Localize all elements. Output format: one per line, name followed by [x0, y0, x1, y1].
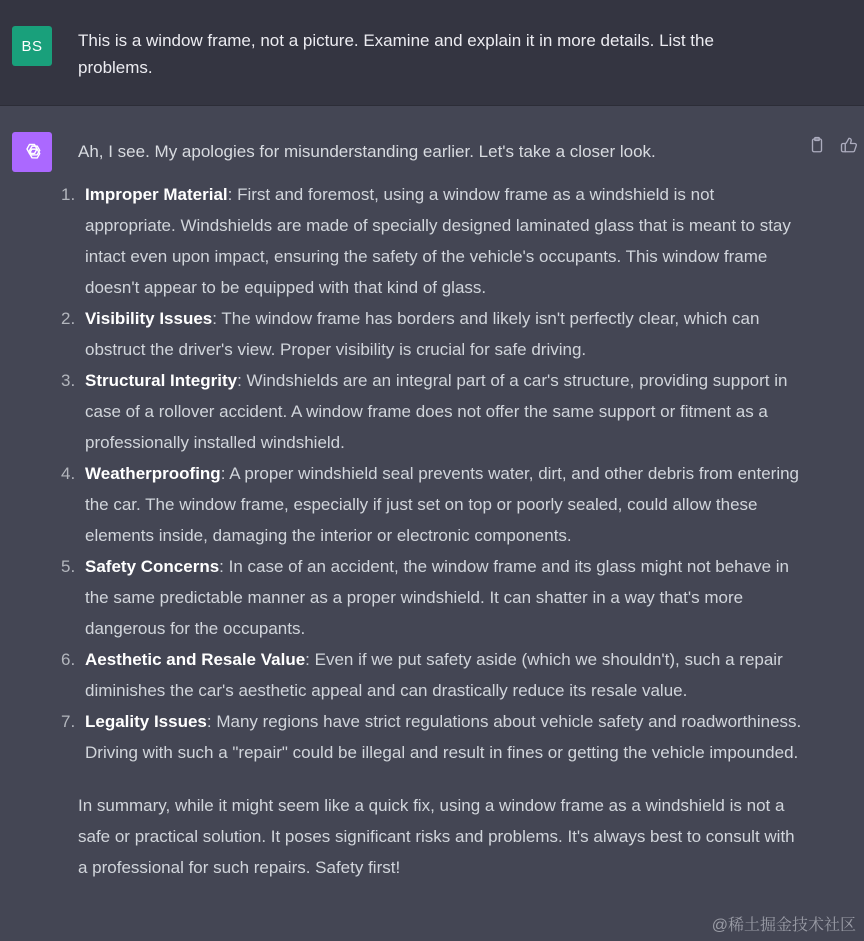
problem-number: 3.: [61, 371, 76, 390]
problem-number: 4.: [61, 464, 76, 483]
user-avatar: [12, 26, 52, 66]
problem-number: 5.: [61, 557, 76, 576]
problem-item: [61, 644, 803, 706]
assistant-message-row: [0, 106, 864, 941]
problem-description: : In case of an accident, the window frame and its glass might not behave in the same predictable manner as a proper windshield. It can shatter in a way that's more dangerous for the occupants.: [85, 557, 789, 638]
problems-list: [61, 179, 803, 768]
problem-item: [61, 551, 803, 644]
problem-description: : Even if we put safety aside (which we shouldn't), such a repair diminishes the car's aesthetic appeal and can drastically reduce its resale value.: [85, 650, 783, 700]
problem-item: [61, 458, 803, 551]
message-actions: [808, 136, 858, 154]
problem-title: Visibility Issues: [85, 309, 213, 328]
problem-description: : Many regions have strict regulations about vehicle safety and roadworthiness. Driving with such a "repair" could be illegal and result in fines or getting the vehicle impounded.: [85, 712, 802, 762]
assistant-summary: In summary, while it might seem like a quick fix, using a window frame as a windshield is not a safe or practical solution. It poses significant risks and problems. It's always best to consult with a professional for such repairs. Safety first!: [78, 796, 795, 877]
problem-item: [61, 365, 803, 458]
assistant-intro: Ah, I see. My apologies for misunderstanding earlier. Let's take a closer look.: [78, 142, 656, 161]
problem-number: 6.: [61, 650, 76, 669]
user-avatar-initials: BS: [21, 37, 43, 55]
problem-description: : The window frame has borders and likely isn't perfectly clear, which can obstruct the driver's view. Proper visibility is crucial for safe driving.: [85, 309, 760, 359]
problem-item: [61, 303, 803, 365]
openai-logo-icon: [20, 140, 44, 164]
problem-title: Legality Issues: [85, 712, 207, 731]
problem-title: Aesthetic and Resale Value: [85, 650, 306, 669]
problem-item: [61, 179, 803, 303]
problem-title: Safety Concerns: [85, 557, 220, 576]
problem-description: : Windshields are an integral part of a car's structure, providing support in case of a rollover accident. A window frame does not offer the same support or fitment as a professionally installed windshield.: [85, 371, 788, 452]
watermark: @稀土掘金技术社区: [711, 917, 856, 934]
clipboard-icon[interactable]: [808, 136, 826, 154]
problem-item: [61, 706, 803, 768]
problem-number: 2.: [61, 309, 76, 328]
thumbs-up-icon[interactable]: [840, 136, 858, 154]
problem-number: 1.: [61, 185, 76, 204]
assistant-avatar: [12, 132, 52, 172]
problem-number: 7.: [61, 712, 76, 731]
problem-title: Structural Integrity: [85, 371, 238, 390]
user-message-text: This is a window frame, not a picture. Examine and explain it in more details. List the problems.: [78, 31, 714, 77]
problem-title: Weatherproofing: [85, 464, 221, 483]
user-message-row: [0, 0, 864, 106]
problem-description: : A proper windshield seal prevents water, dirt, and other debris from entering the car. The window frame, especially if just set on top or poorly sealed, could allow these elements inside, damaging the interior or electronic components.: [85, 464, 800, 545]
problem-title: Improper Material: [85, 185, 228, 204]
assistant-message-content: [61, 136, 803, 883]
problem-description: : First and foremost, using a window frame as a windshield is not appropriate. Windshields are made of specially designed laminated glass that is meant to stay intact even upon impact, ensuring the safety of the vehicle's occupants. This window frame doesn't appear to be equipped with that kind of glass.: [85, 185, 791, 297]
